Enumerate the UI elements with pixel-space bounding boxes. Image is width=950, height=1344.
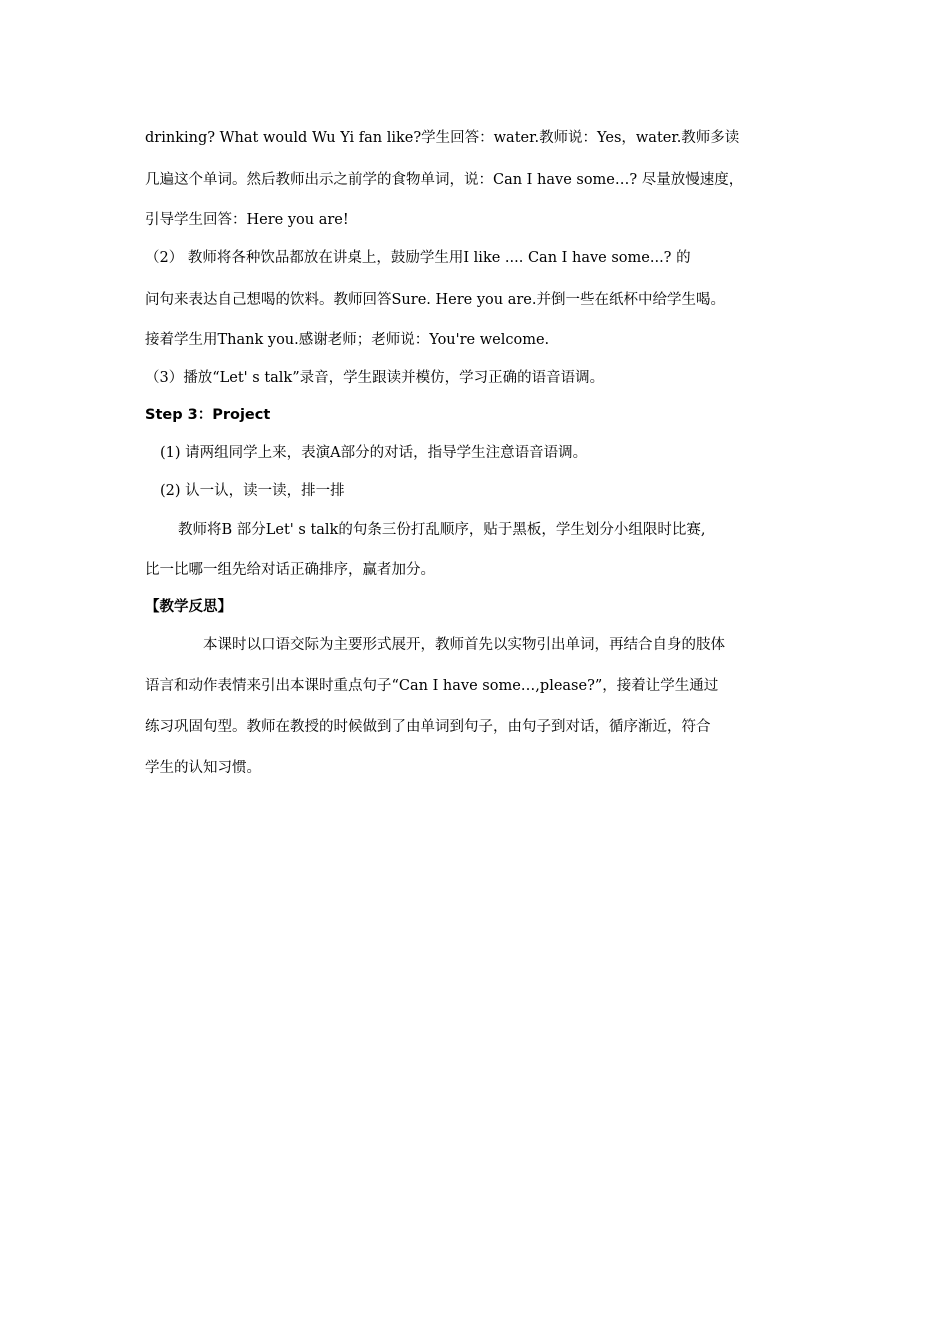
text-line-6: 接着学生用Thank you.感谢老师；老师说：You're welcome.: [145, 332, 550, 348]
text-line-9: (1) 请两组同学上来，表演A部分的对话，指导学生注意语音语调。: [160, 445, 588, 461]
text-line-16: 练习巩固句型。教师在教授的时候做到了由单词到句子，由句子到对话，循序渐近，符合: [145, 719, 711, 735]
text-line-2: 几遍这个单词。然后教师出示之前学的食物单词，说：Can I have some…? 尽量放慢速度，: [145, 172, 744, 188]
step3-heading: Step 3：Project: [145, 407, 271, 423]
text-line-17: 学生的认知习惯。: [145, 760, 261, 776]
text-line-15: 语言和动作表情来引出本课时重点句子“Can I have some…,please?”，接着让学生通过: [145, 678, 719, 694]
text-line-11: 教师将B 部分Let' s talk的句条三份打乱顺序，贴于黑板，学生划分小组限时比赛,: [178, 522, 706, 538]
reflection-heading: 【教学反思】: [145, 599, 232, 615]
text-line-1: drinking? What would Wu Yi fan like?学生回答：water.教师说：Yes，water.教师多读: [145, 130, 740, 146]
text-line-12: 比一比哪一组先给对话正确排序，赢者加分。: [145, 562, 435, 578]
text-line-4: （2） 教师将各种饮品都放在讲桌上，鼓励学生用I like .... Can I have some...? 的: [145, 250, 691, 266]
text-line-7: （3）播放“Let' s talk”录音，学生跟读并模仿，学习正确的语音语调。: [145, 370, 605, 386]
text-line-3: 引导学生回答：Here you are!: [145, 212, 349, 228]
text-line-14: 本课时以口语交际为主要形式展开，教师首先以实物引出单词，再结合自身的肢体: [203, 637, 725, 653]
text-line-10: (2) 认一认，读一读，排一排: [160, 483, 345, 499]
text-line-5: 问句来表达自己想喝的饮料。教师回答Sure. Here you are.并倒一些在纸杯中给学生喝。: [145, 292, 725, 308]
